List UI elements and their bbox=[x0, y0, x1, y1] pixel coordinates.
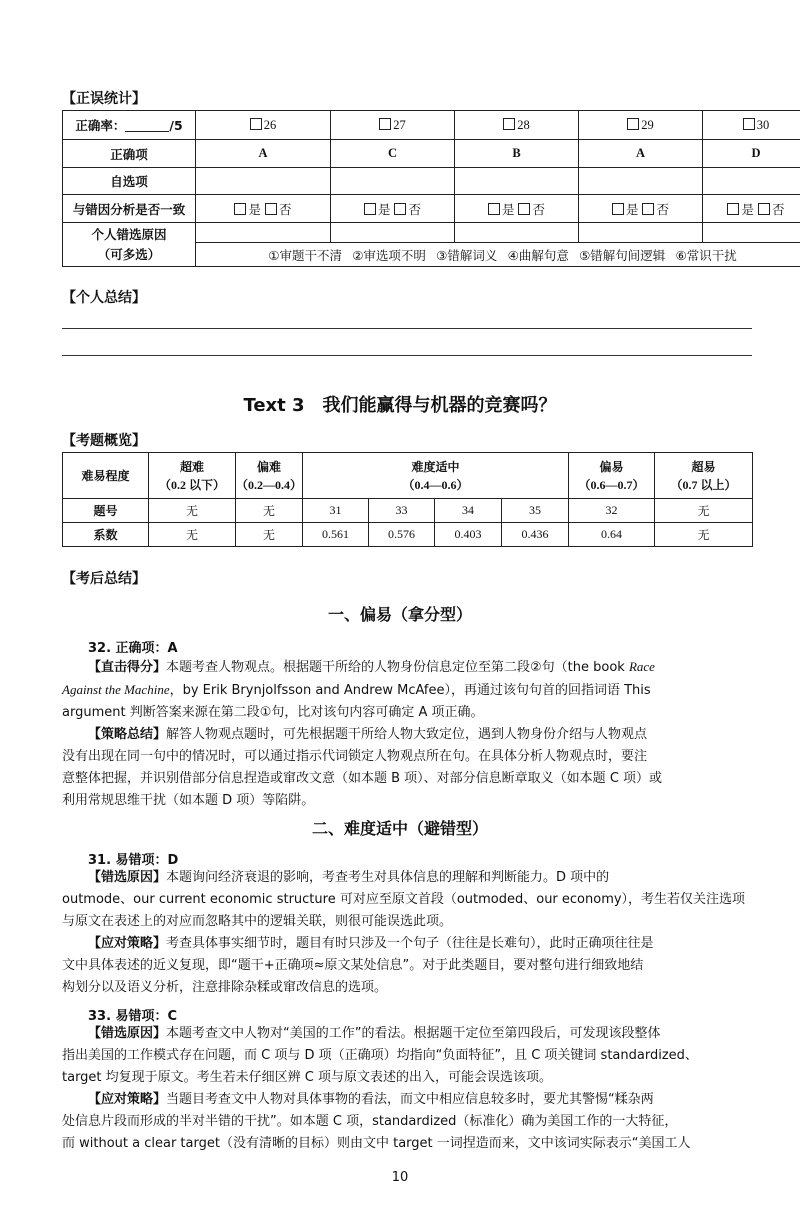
q33-paragraph: 【错选原因】本题考查文中人物对“美国的工作”的看法。根据题干定位至第四段后，可发现该段整体 指出美国的工作模式存在问题，而 C 项与 D 项（正确项）均指向“负面特征”，且 C 项关键词 standardized、 target 均复现于原文。考生若未仔细区辨 C 项与原文表述的出入，可能会误选该项。 【应对策略】当题目考查文中人物对具体事物的看法，而文中相应信息较多时，要尤其警惕“糅杂两 处信息片段而形成的半对半错的干扰”。如本题 C 项，standardized（标准化）确为美国工作的一大特征， 而 without a clear target（没有清晰的目标）则由文中 target 一词捏造而来，文中该词实际表示“美国工人 bbox=[62, 1026, 698, 1151]
num-cell: 32 bbox=[569, 499, 655, 523]
num-cell: 无 bbox=[655, 499, 753, 523]
coef-cell: 无 bbox=[236, 523, 303, 547]
checkbox-icon[interactable] bbox=[364, 203, 376, 215]
q31-heading: 31. 易错项：D bbox=[88, 853, 179, 868]
yes-no-cell: 是 否 bbox=[196, 195, 331, 223]
checkbox-icon[interactable] bbox=[234, 203, 246, 215]
question-checkbox-30[interactable]: 30 bbox=[703, 111, 800, 140]
coef-cell: 无 bbox=[655, 523, 753, 547]
yes-no-cell: 是 否 bbox=[703, 195, 800, 223]
num-cell: 31 bbox=[303, 499, 369, 523]
yes-no-cell: 是 否 bbox=[455, 195, 579, 223]
summary-line[interactable] bbox=[62, 328, 752, 329]
reason-note-cell[interactable] bbox=[455, 223, 579, 243]
reason-note-cell[interactable] bbox=[331, 223, 455, 243]
section-label-error-stats: 【正误统计】 bbox=[62, 91, 146, 107]
accuracy-cell: 正确率： /5 bbox=[63, 111, 196, 140]
reason-option[interactable]: ④曲解句意 bbox=[507, 247, 569, 263]
question-checkbox-29[interactable]: 29 bbox=[579, 111, 703, 140]
checkbox-icon[interactable] bbox=[250, 118, 262, 130]
row-label-difficulty: 难易程度 bbox=[63, 453, 149, 499]
reason-option[interactable]: ②审选项不明 bbox=[352, 247, 426, 263]
reason-option[interactable]: ⑥常识干扰 bbox=[675, 247, 737, 263]
q31-paragraph: 【错选原因】本题询问经济衰退的影响，考查考生对具体信息的理解和判断能力。D 项中的 outmode、our current economic structure 可对应至原文首段（outmoded、our economy），考生若仅关注选项 与原文在表述上的对应而忽略其中的逻辑关联，则很可能误选此项。 【应对策略】考查具体事实细节时，题目有时只涉及一个句子（往往是长难句），此时正确项往往是 文中具体表述的近义复现，即“题干+正确项≈原文某处信息”。对于此类题目，要对整句进行细致地结 构划分以及语义分析，注意排除杂糅或窜改信息的选项。 bbox=[62, 870, 746, 995]
row-label-correct: 正确项 bbox=[63, 140, 196, 168]
level-cell: 难度适中 （0.4—0.6） bbox=[303, 453, 569, 499]
row-label-coef: 系数 bbox=[63, 523, 149, 547]
checkbox-icon[interactable] bbox=[758, 203, 770, 215]
num-cell: 34 bbox=[435, 499, 502, 523]
summary-line[interactable] bbox=[62, 355, 752, 356]
q32-paragraph: 【直击得分】本题考查人物观点。根据题干所给的人物身份信息定位至第二段②句（the book Race Against the Machine，by Erik Brynjolfsson and Andrew McAfee），再通过该句句首的回指词语 This argument 判断答案来源在第二段①句，比对该句内容可确定 A 项正确。 【策略总结】解答人物观点题时，可先根据题干所给人物大致定位，遇到人物身份介绍与人物观点 没有出现在同一句中的情况时，可以通过指示代词锁定人物观点所在句。在具体分析人物观点时，要注 意整体把握，并识别借部分信息捏造或窜改文意（如本题 B 项）、对部分信息断章取义（如本题 C 项）或 利用常规思维干扰（如本题 D 项）等陷阱。 bbox=[62, 659, 663, 808]
row-label-reason: 个人错选原因 （可多选） bbox=[63, 223, 196, 267]
coef-cell: 0.403 bbox=[435, 523, 502, 547]
q33-heading: 33. 易错项：C bbox=[88, 1009, 178, 1024]
reason-options bbox=[196, 243, 800, 267]
row-label-self: 自选项 bbox=[63, 168, 196, 195]
num-cell: 35 bbox=[502, 499, 569, 523]
level-cell: 偏难 （0.2—0.4） bbox=[236, 453, 303, 499]
yes-no-cell: 是 否 bbox=[579, 195, 703, 223]
reason-option[interactable]: ③错解词义 bbox=[436, 247, 498, 263]
reason-note-cell[interactable] bbox=[579, 223, 703, 243]
self-choice-cell[interactable] bbox=[455, 168, 579, 195]
self-choice-cell[interactable] bbox=[579, 168, 703, 195]
answer-cell: C bbox=[331, 140, 455, 168]
section-heading-easy: 一、偏易（拿分型） bbox=[327, 605, 472, 624]
self-choice-cell[interactable] bbox=[196, 168, 331, 195]
checkbox-icon[interactable] bbox=[265, 203, 277, 215]
section-heading-medium: 二、难度适中（避错型） bbox=[311, 819, 488, 838]
page-number: 10 bbox=[391, 1170, 409, 1185]
answer-cell: B bbox=[455, 140, 579, 168]
self-choice-cell[interactable] bbox=[331, 168, 455, 195]
answer-cell: A bbox=[196, 140, 331, 168]
section-label-post: 【考后总结】 bbox=[62, 571, 146, 587]
checkbox-icon[interactable] bbox=[379, 118, 391, 130]
level-cell: 超难 （0.2 以下） bbox=[149, 453, 236, 499]
coef-cell: 0.436 bbox=[502, 523, 569, 547]
checkbox-icon[interactable] bbox=[612, 203, 624, 215]
checkbox-icon[interactable] bbox=[394, 203, 406, 215]
coef-cell: 0.576 bbox=[369, 523, 435, 547]
page-title: Text 3 我们能赢得与机器的竞赛吗？ bbox=[243, 395, 557, 416]
checkbox-icon[interactable] bbox=[727, 203, 739, 215]
checkbox-icon[interactable] bbox=[518, 203, 530, 215]
yes-no-cell: 是 否 bbox=[331, 195, 455, 223]
question-checkbox-26[interactable]: 26 bbox=[196, 111, 331, 140]
question-checkbox-28[interactable]: 28 bbox=[455, 111, 579, 140]
num-cell: 无 bbox=[149, 499, 236, 523]
checkbox-icon[interactable] bbox=[488, 203, 500, 215]
section-label-overview: 【考题概览】 bbox=[62, 433, 146, 449]
reason-option[interactable]: ①审题干不清 bbox=[268, 247, 342, 263]
row-label-num: 题号 bbox=[63, 499, 149, 523]
checkbox-icon[interactable] bbox=[743, 118, 755, 130]
q32-heading: 32. 正确项：A bbox=[88, 641, 178, 656]
checkbox-icon[interactable] bbox=[627, 118, 639, 130]
question-checkbox-27[interactable]: 27 bbox=[331, 111, 455, 140]
overview-table bbox=[62, 452, 753, 547]
level-cell: 超易 （0.7 以上） bbox=[655, 453, 753, 499]
section-label-summary: 【个人总结】 bbox=[62, 290, 146, 306]
reason-option[interactable]: ⑤错解句间逻辑 bbox=[579, 247, 666, 263]
reason-note-cell[interactable] bbox=[703, 223, 800, 243]
num-cell: 无 bbox=[236, 499, 303, 523]
coef-cell: 0.64 bbox=[569, 523, 655, 547]
answer-cell: A bbox=[579, 140, 703, 168]
reason-note-cell[interactable] bbox=[196, 223, 331, 243]
checkbox-icon[interactable] bbox=[642, 203, 654, 215]
accuracy-blank[interactable] bbox=[125, 120, 169, 132]
self-choice-cell[interactable] bbox=[703, 168, 800, 195]
coef-cell: 0.561 bbox=[303, 523, 369, 547]
num-cell: 33 bbox=[369, 499, 435, 523]
row-label-consistent: 与错因分析是否一致 bbox=[63, 195, 196, 223]
coef-cell: 无 bbox=[149, 523, 236, 547]
level-cell: 偏易 （0.6—0.7） bbox=[569, 453, 655, 499]
error-stats-table bbox=[62, 110, 800, 267]
checkbox-icon[interactable] bbox=[503, 118, 515, 130]
answer-cell: D bbox=[703, 140, 800, 168]
